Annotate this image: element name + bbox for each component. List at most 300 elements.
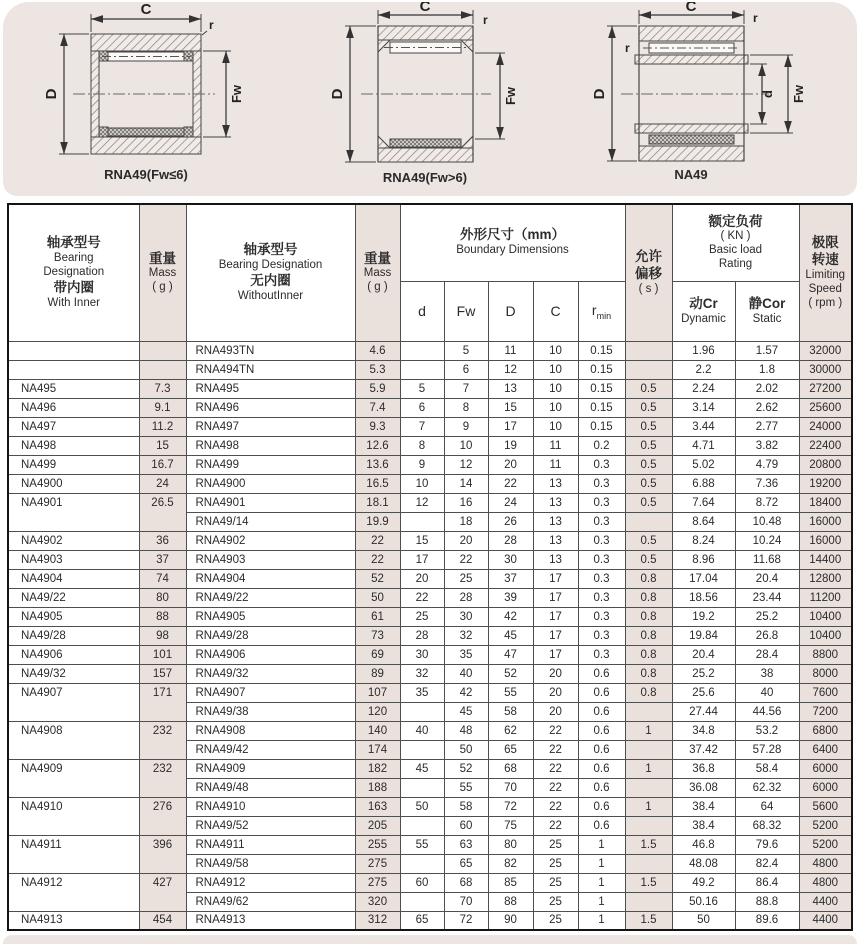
- cell-rmin: 0.3: [578, 569, 625, 588]
- cell-width-c: 20: [533, 664, 578, 683]
- cell-width-c: 25: [533, 873, 578, 892]
- cell-rmin: 0.3: [578, 645, 625, 664]
- cell-bearing-with-inner: NA4910: [8, 797, 139, 835]
- cell-width-c: 17: [533, 626, 578, 645]
- cell-mass-without-inner: 52: [355, 569, 400, 588]
- cell-bearing-without-inner: RNA49/48: [186, 778, 355, 797]
- cell-fw: 52: [444, 759, 488, 778]
- header-static-load: 静Cor Static: [735, 281, 799, 341]
- cell-limiting-speed: 24000: [799, 417, 852, 436]
- cell-rmin: 0.6: [578, 683, 625, 702]
- cell-width-c: 17: [533, 607, 578, 626]
- cell-dynamic-load: 50.16: [672, 892, 735, 911]
- cell-bearing-with-inner: NA4903: [8, 550, 139, 569]
- table-row: [8, 550, 852, 569]
- cell-limiting-speed: 4400: [799, 892, 852, 911]
- table-row: [8, 588, 852, 607]
- cell-width-c: 25: [533, 854, 578, 873]
- cell-mass-with-inner: 157: [139, 664, 186, 683]
- cell-mass-with-inner: 232: [139, 721, 186, 759]
- cell-width-c: 25: [533, 892, 578, 911]
- cell-dynamic-load: 49.2: [672, 873, 735, 892]
- cell-static-load: 1.57: [735, 341, 799, 360]
- cell-limiting-speed: 6800: [799, 721, 852, 740]
- cell-bearing-without-inner: RNA493TN: [186, 341, 355, 360]
- cell-static-load: 82.4: [735, 854, 799, 873]
- cell-bearing-with-inner: NA4900: [8, 474, 139, 493]
- cell-bearing-without-inner: RNA4906: [186, 645, 355, 664]
- table-row: [8, 664, 852, 683]
- cell-rmin: 0.6: [578, 721, 625, 740]
- cell-static-load: 7.36: [735, 474, 799, 493]
- cell-width-c: 17: [533, 645, 578, 664]
- cell-misalignment: 1: [625, 721, 672, 740]
- cell-bearing-with-inner: NA4905: [8, 607, 139, 626]
- cell-static-load: 79.6: [735, 835, 799, 854]
- cell-dynamic-load: 36.8: [672, 759, 735, 778]
- cell-outer-diameter: 82: [488, 854, 533, 873]
- cell-dynamic-load: 25.2: [672, 664, 735, 683]
- cell-mass-without-inner: 5.3: [355, 360, 400, 379]
- cell-outer-diameter: 68: [488, 759, 533, 778]
- cell-mass-with-inner: 74: [139, 569, 186, 588]
- cell-d: 50: [400, 797, 444, 816]
- cell-bearing-without-inner: RNA49/42: [186, 740, 355, 759]
- cell-fw: 6: [444, 360, 488, 379]
- cell-rmin: 0.6: [578, 664, 625, 683]
- cell-misalignment: [625, 740, 672, 759]
- cell-outer-diameter: 11: [488, 341, 533, 360]
- dim-label-D: D: [329, 88, 346, 100]
- cell-fw: 18: [444, 512, 488, 531]
- cell-d: 28: [400, 626, 444, 645]
- table-row: [8, 474, 852, 493]
- cell-limiting-speed: 16000: [799, 531, 852, 550]
- cell-d: 30: [400, 645, 444, 664]
- cell-width-c: 10: [533, 398, 578, 417]
- cell-dynamic-load: 19.84: [672, 626, 735, 645]
- cell-outer-diameter: 80: [488, 835, 533, 854]
- cell-mass-without-inner: 50: [355, 588, 400, 607]
- cell-misalignment: 0.5: [625, 474, 672, 493]
- cell-outer-diameter: 26: [488, 512, 533, 531]
- cell-fw: 50: [444, 740, 488, 759]
- cell-misalignment: 0.8: [625, 569, 672, 588]
- header-misalignment: 允许 偏移 ( s ): [625, 204, 672, 341]
- dim-label-c: C: [685, 2, 697, 15]
- cell-dynamic-load: 20.4: [672, 645, 735, 664]
- cell-outer-diameter: 45: [488, 626, 533, 645]
- cell-dynamic-load: 27.44: [672, 702, 735, 721]
- cell-limiting-speed: 7200: [799, 702, 852, 721]
- cell-outer-diameter: 42: [488, 607, 533, 626]
- cell-outer-diameter: 90: [488, 911, 533, 930]
- dim-label-D: D: [43, 88, 60, 100]
- header-D: D: [488, 281, 533, 341]
- cell-bearing-without-inner: RNA4903: [186, 550, 355, 569]
- cell-outer-diameter: 22: [488, 474, 533, 493]
- cell-fw: 70: [444, 892, 488, 911]
- cell-bearing-with-inner: NA4904: [8, 569, 139, 588]
- cell-bearing-without-inner: RNA4901: [186, 493, 355, 512]
- cell-static-load: 40: [735, 683, 799, 702]
- cell-misalignment: 1: [625, 797, 672, 816]
- cell-rmin: 0.15: [578, 341, 625, 360]
- cell-width-c: 25: [533, 911, 578, 930]
- cell-fw: 8: [444, 398, 488, 417]
- cell-d: 35: [400, 683, 444, 702]
- cell-width-c: 22: [533, 740, 578, 759]
- cell-d: [400, 778, 444, 797]
- cell-width-c: 17: [533, 569, 578, 588]
- cell-d: 65: [400, 911, 444, 930]
- cell-rmin: 0.6: [578, 778, 625, 797]
- cell-fw: 45: [444, 702, 488, 721]
- cell-d: 7: [400, 417, 444, 436]
- cell-bearing-without-inner: RNA498: [186, 436, 355, 455]
- cell-outer-diameter: 15: [488, 398, 533, 417]
- cell-mass-without-inner: 275: [355, 854, 400, 873]
- cell-bearing-with-inner: NA498: [8, 436, 139, 455]
- cell-d: 9: [400, 455, 444, 474]
- cell-fw: 10: [444, 436, 488, 455]
- cell-fw: 22: [444, 550, 488, 569]
- cell-mass-without-inner: 5.9: [355, 379, 400, 398]
- cell-mass-without-inner: 22: [355, 531, 400, 550]
- header-rmin: $r_{min}$: [578, 281, 625, 341]
- cell-mass-without-inner: 163: [355, 797, 400, 816]
- cell-dynamic-load: 6.88: [672, 474, 735, 493]
- cell-bearing-with-inner: NA49/22: [8, 588, 139, 607]
- cell-mass-without-inner: 69: [355, 645, 400, 664]
- cell-mass-with-inner: 88: [139, 607, 186, 626]
- cell-misalignment: 0.5: [625, 493, 672, 512]
- cell-width-c: 17: [533, 588, 578, 607]
- cell-static-load: 86.4: [735, 873, 799, 892]
- cell-bearing-without-inner: RNA4910: [186, 797, 355, 816]
- cell-fw: 32: [444, 626, 488, 645]
- inner-ring-bottom: [635, 124, 748, 133]
- cell-fw: 14: [444, 474, 488, 493]
- cell-fw: 16: [444, 493, 488, 512]
- cell-misalignment: 0.8: [625, 588, 672, 607]
- cell-width-c: 13: [533, 474, 578, 493]
- cell-bearing-without-inner: RNA49/22: [186, 588, 355, 607]
- cell-mass-without-inner: 7.4: [355, 398, 400, 417]
- cell-mass-with-inner: 454: [139, 911, 186, 930]
- cell-bearing-without-inner: RNA4902: [186, 531, 355, 550]
- cell-outer-diameter: 37: [488, 569, 533, 588]
- table-row: [8, 873, 852, 892]
- table-row: [8, 645, 852, 664]
- cell-bearing-with-inner: NA4902: [8, 531, 139, 550]
- cell-bearing-without-inner: RNA4907: [186, 683, 355, 702]
- inner-ring-top: [635, 55, 748, 64]
- cell-mass-with-inner: 36: [139, 531, 186, 550]
- cell-rmin: 0.6: [578, 759, 625, 778]
- cell-fw: 42: [444, 683, 488, 702]
- cell-bearing-without-inner: RNA4909: [186, 759, 355, 778]
- cell-limiting-speed: 19200: [799, 474, 852, 493]
- cell-rmin: 0.3: [578, 550, 625, 569]
- cell-mass-without-inner: 188: [355, 778, 400, 797]
- cell-width-c: 22: [533, 721, 578, 740]
- table-row: [8, 569, 852, 588]
- cell-static-load: 28.4: [735, 645, 799, 664]
- diagram-rna49-fw-small: [9, 2, 287, 194]
- cell-static-load: 2.02: [735, 379, 799, 398]
- cell-static-load: 10.24: [735, 531, 799, 550]
- cell-dynamic-load: 37.42: [672, 740, 735, 759]
- cell-outer-diameter: 47: [488, 645, 533, 664]
- cell-d: [400, 816, 444, 835]
- cell-outer-diameter: 13: [488, 379, 533, 398]
- cell-limiting-speed: 16000: [799, 512, 852, 531]
- cell-bearing-with-inner: NA4909: [8, 759, 139, 797]
- cell-mass-with-inner: 396: [139, 835, 186, 873]
- cell-fw: 20: [444, 531, 488, 550]
- table-row: [8, 360, 852, 379]
- cell-limiting-speed: 11200: [799, 588, 852, 607]
- cell-limiting-speed: 8000: [799, 664, 852, 683]
- diagram-rna49-fw-large: [293, 2, 563, 194]
- cell-dynamic-load: 38.4: [672, 816, 735, 835]
- cell-bearing-with-inner: [8, 360, 139, 379]
- cell-static-load: 11.68: [735, 550, 799, 569]
- cell-dynamic-load: 36.08: [672, 778, 735, 797]
- cell-mass-with-inner: 98: [139, 626, 186, 645]
- cell-dynamic-load: 38.4: [672, 797, 735, 816]
- cell-dynamic-load: 46.8: [672, 835, 735, 854]
- cell-limiting-speed: 5200: [799, 816, 852, 835]
- cell-misalignment: 0.8: [625, 664, 672, 683]
- cell-rmin: 0.3: [578, 588, 625, 607]
- cell-dynamic-load: 34.8: [672, 721, 735, 740]
- cell-d: 6: [400, 398, 444, 417]
- cell-outer-diameter: 20: [488, 455, 533, 474]
- cell-static-load: 68.32: [735, 816, 799, 835]
- cell-bearing-without-inner: RNA4913: [186, 911, 355, 930]
- cell-mass-with-inner: [139, 360, 186, 379]
- cell-misalignment: 0.8: [625, 645, 672, 664]
- table-row: [8, 835, 852, 854]
- cell-fw: 68: [444, 873, 488, 892]
- cell-mass-with-inner: 11.2: [139, 417, 186, 436]
- cell-bearing-without-inner: RNA4912: [186, 873, 355, 892]
- cell-width-c: 10: [533, 417, 578, 436]
- header-dynamic-load: 动Cr Dynamic: [672, 281, 735, 341]
- cell-static-load: 57.28: [735, 740, 799, 759]
- cell-static-load: 23.44: [735, 588, 799, 607]
- cell-width-c: 11: [533, 455, 578, 474]
- cell-width-c: 22: [533, 759, 578, 778]
- cell-fw: 25: [444, 569, 488, 588]
- cell-bearing-without-inner: RNA497: [186, 417, 355, 436]
- cell-fw: 28: [444, 588, 488, 607]
- cell-mass-with-inner: 7.3: [139, 379, 186, 398]
- cell-rmin: 0.2: [578, 436, 625, 455]
- cell-misalignment: 0.8: [625, 607, 672, 626]
- dim-label-fw: Fw: [791, 84, 806, 104]
- dim-label-c: C: [140, 2, 152, 18]
- cell-dynamic-load: 3.14: [672, 398, 735, 417]
- cell-outer-diameter: 30: [488, 550, 533, 569]
- cell-limiting-speed: 7600: [799, 683, 852, 702]
- cell-static-load: 26.8: [735, 626, 799, 645]
- cell-misalignment: 0.5: [625, 379, 672, 398]
- cell-fw: 30: [444, 607, 488, 626]
- cell-limiting-speed: 4400: [799, 911, 852, 930]
- cell-mass-without-inner: 312: [355, 911, 400, 930]
- cell-static-load: 44.56: [735, 702, 799, 721]
- table-row: [8, 455, 852, 474]
- cell-bearing-without-inner: RNA4905: [186, 607, 355, 626]
- cell-static-load: 25.2: [735, 607, 799, 626]
- cell-misalignment: [625, 360, 672, 379]
- outer-ring-bottom: [91, 137, 201, 154]
- cell-bearing-with-inner: NA4907: [8, 683, 139, 721]
- cell-rmin: 1: [578, 835, 625, 854]
- cell-dynamic-load: 17.04: [672, 569, 735, 588]
- cell-mass-without-inner: 140: [355, 721, 400, 740]
- cell-d: [400, 854, 444, 873]
- cell-dynamic-load: 4.71: [672, 436, 735, 455]
- cell-dynamic-load: 1.96: [672, 341, 735, 360]
- cell-misalignment: [625, 341, 672, 360]
- cell-fw: 35: [444, 645, 488, 664]
- cell-bearing-without-inner: RNA49/58: [186, 854, 355, 873]
- cell-bearing-with-inner: NA4906: [8, 645, 139, 664]
- cell-mass-without-inner: 275: [355, 873, 400, 892]
- cell-outer-diameter: 72: [488, 797, 533, 816]
- header-mass-2: 重量 Mass ( g ): [355, 204, 400, 341]
- cell-d: [400, 702, 444, 721]
- header-C: C: [533, 281, 578, 341]
- cell-bearing-with-inner: [8, 341, 139, 360]
- cell-d: 20: [400, 569, 444, 588]
- cell-mass-with-inner: 9.1: [139, 398, 186, 417]
- cell-misalignment: 1.5: [625, 911, 672, 930]
- cell-width-c: 10: [533, 341, 578, 360]
- cell-fw: 60: [444, 816, 488, 835]
- cell-d: 15: [400, 531, 444, 550]
- cell-rmin: 0.6: [578, 740, 625, 759]
- cell-misalignment: 0.5: [625, 455, 672, 474]
- cell-misalignment: 1.5: [625, 873, 672, 892]
- cell-d: 25: [400, 607, 444, 626]
- cell-bearing-without-inner: RNA49/62: [186, 892, 355, 911]
- cell-mass-without-inner: 73: [355, 626, 400, 645]
- dim-label-r: r: [753, 11, 758, 25]
- cell-rmin: 0.3: [578, 493, 625, 512]
- cell-limiting-speed: 6400: [799, 740, 852, 759]
- cell-width-c: 13: [533, 550, 578, 569]
- header-mass-1: 重量 Mass ( g ): [139, 204, 186, 341]
- cell-rmin: 0.3: [578, 512, 625, 531]
- table-row: [8, 607, 852, 626]
- cell-static-load: 38: [735, 664, 799, 683]
- cell-mass-with-inner: 171: [139, 683, 186, 721]
- table-row: [8, 626, 852, 645]
- cell-outer-diameter: 62: [488, 721, 533, 740]
- cell-dynamic-load: 8.96: [672, 550, 735, 569]
- cell-bearing-with-inner: NA4911: [8, 835, 139, 873]
- cell-limiting-speed: 30000: [799, 360, 852, 379]
- bearing-diagrams-panel: [3, 2, 857, 196]
- cell-bearing-without-inner: RNA49/32: [186, 664, 355, 683]
- cell-width-c: 10: [533, 379, 578, 398]
- diagram-caption: RNA49(Fw>6): [382, 170, 468, 185]
- cell-mass-without-inner: 61: [355, 607, 400, 626]
- table-row: [8, 436, 852, 455]
- cell-outer-diameter: 65: [488, 740, 533, 759]
- cell-misalignment: 0.5: [625, 398, 672, 417]
- cell-fw: 63: [444, 835, 488, 854]
- cell-d: 60: [400, 873, 444, 892]
- cell-bearing-without-inner: RNA4908: [186, 721, 355, 740]
- header-limiting-speed: 极限 转速 Limiting Speed ( rpm ): [799, 204, 852, 341]
- cell-limiting-speed: 18400: [799, 493, 852, 512]
- cell-bearing-without-inner: RNA495: [186, 379, 355, 398]
- cell-mass-with-inner: 24: [139, 474, 186, 493]
- cell-rmin: 0.6: [578, 816, 625, 835]
- cell-d: 32: [400, 664, 444, 683]
- cell-misalignment: 0.5: [625, 531, 672, 550]
- cell-static-load: 53.2: [735, 721, 799, 740]
- cell-d: [400, 360, 444, 379]
- cell-width-c: 20: [533, 702, 578, 721]
- cell-limiting-speed: 32000: [799, 341, 852, 360]
- cell-d: 12: [400, 493, 444, 512]
- table-row: [8, 417, 852, 436]
- header-zh: 轴承型号: [46, 235, 101, 251]
- cell-rmin: 0.6: [578, 797, 625, 816]
- cell-outer-diameter: 85: [488, 873, 533, 892]
- cell-outer-diameter: 55: [488, 683, 533, 702]
- cell-limiting-speed: 5600: [799, 797, 852, 816]
- cell-static-load: 62.32: [735, 778, 799, 797]
- cell-fw: 55: [444, 778, 488, 797]
- cell-bearing-with-inner: NA496: [8, 398, 139, 417]
- dim-label-r: r: [625, 41, 630, 55]
- cell-static-load: 20.4: [735, 569, 799, 588]
- cell-outer-diameter: 39: [488, 588, 533, 607]
- header-boundary-dimensions: 外形尺寸（mm） Boundary Dimensions: [400, 204, 625, 281]
- cell-limiting-speed: 12800: [799, 569, 852, 588]
- cell-misalignment: 0.8: [625, 683, 672, 702]
- cell-static-load: 2.62: [735, 398, 799, 417]
- cell-outer-diameter: 12: [488, 360, 533, 379]
- cell-rmin: 1: [578, 892, 625, 911]
- cell-misalignment: [625, 778, 672, 797]
- cell-rmin: 1: [578, 911, 625, 930]
- cell-limiting-speed: 6000: [799, 778, 852, 797]
- cell-limiting-speed: 6000: [799, 759, 852, 778]
- table-row: [8, 683, 852, 702]
- cell-limiting-speed: 4800: [799, 854, 852, 873]
- cell-dynamic-load: 8.24: [672, 531, 735, 550]
- cell-mass-without-inner: 12.6: [355, 436, 400, 455]
- cell-dynamic-load: 8.64: [672, 512, 735, 531]
- cell-bearing-without-inner: RNA4904: [186, 569, 355, 588]
- cell-misalignment: 0.5: [625, 550, 672, 569]
- cell-rmin: 0.3: [578, 455, 625, 474]
- cell-d: [400, 892, 444, 911]
- cell-static-load: 10.48: [735, 512, 799, 531]
- cell-rmin: 0.15: [578, 379, 625, 398]
- cell-bearing-without-inner: RNA499: [186, 455, 355, 474]
- spec-table-body: [8, 341, 852, 930]
